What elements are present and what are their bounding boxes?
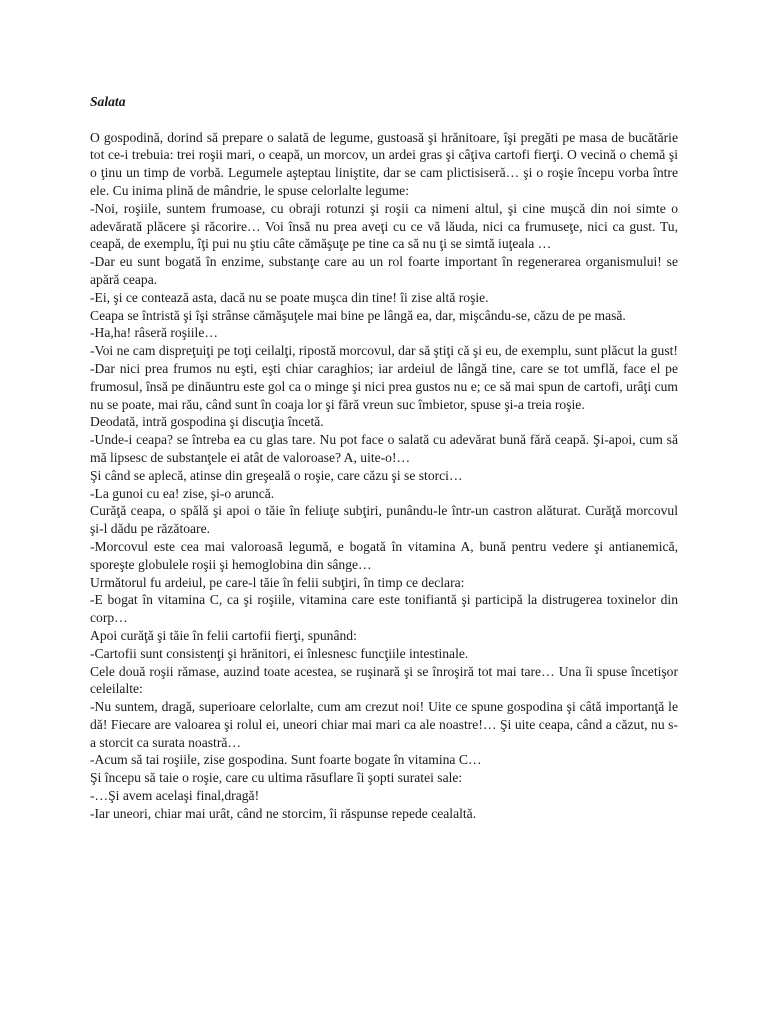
document-title: Salata <box>90 94 126 109</box>
paragraph: -E bogat în vitamina C, ca şi roşiile, vitamina care este tonifiantă şi participă la distrugerea toxinelor din corp… <box>90 592 678 626</box>
paragraph: Curăţă ceapa, o spălă şi apoi o tăie în feliuţe subţiri, punându-le într-un castron alăturat. Curăţă morcovul şi-l dădu pe răzătoare. <box>90 503 678 537</box>
paragraph: -Morcovul este cea mai valoroasă legumă, e bogată în vitamina A, bună pentru vedere şi antianemică, sporeşte globulele roşii şi hemoglobina din sânge… <box>90 538 678 572</box>
document-page <box>90 93 678 823</box>
paragraph: -Acum să tai roşiile, zise gospodina. Sunt foarte bogate în vitamina C… <box>90 752 482 768</box>
paragraph: -Voi ne cam dispreţuiţi pe toţi ceilalţi, ripostă morcovul, dar să ştiţi că şi eu, de exemplu, sunt plăcut la gust! <box>90 343 678 359</box>
paragraph: -La gunoi cu ea! zise, şi-o aruncă. <box>90 485 275 501</box>
paragraph: -Dar nici prea frumos nu eşti, eşti chiar caraghios; iar ardeiul de lângă tine, care se tot umflă, face el pe frumosul, însă pe dinăuntru este gol ca o minge şi nici prea gustos nu e; ce să mai spun de cartofi, urâţi cum nu se poate, mai rău, când sunt în coaja lor şi fără vreun suc îmbietor, spuse şi-a treia roşie. <box>90 360 678 412</box>
paragraph: Şi începu să taie o roşie, care cu ultima răsuflare îi şopti suratei sale: <box>90 770 463 786</box>
paragraph: Deodată, intră gospodina şi discuţia încetă. <box>90 414 324 430</box>
paragraph: Cele două roşii rămase, auzind toate acestea, se ruşinară şi se înroşiră tot mai tare… Una îi spuse încetişor celeilalte: <box>90 663 678 697</box>
paragraph: -Unde-i ceapa? se întreba ea cu glas tare. Nu pot face o salată cu adevărat bună fără ceapă. Şi-apoi, cum să mă lipsesc de substanţele ei atât de valoroase? A, uite-o!… <box>90 432 678 465</box>
paragraph: -Iar uneori, chiar mai urât, când ne storcim, îi răspunse repede cealaltă. <box>90 805 477 821</box>
paragraph: Şi când se aplecă, atinse din greşeală o roşie, care căzu şi se storci… <box>90 467 463 483</box>
paragraph: -Cartofii sunt consistenţi şi hrănitori, ei înlesnesc funcţiile intestinale. <box>90 645 469 661</box>
paragraph: Ceapa se întristă şi îşi strânse cămăşuţele mai bine pe lângă ea, dar, mişcându-se, căzu de pe masă. <box>90 307 626 323</box>
paragraph: Apoi curăţă şi tăie în felii cartofii fierţi, spunând: <box>90 627 357 643</box>
paragraph: -Dar eu sunt bogată în enzime, substanţe care au un rol foarte important în regenerarea organismului! se apără ceapa. <box>90 254 678 287</box>
paragraph: Următorul fu ardeiul, pe care-l tăie în felii subţiri, în timp ce declara: <box>90 574 465 590</box>
document-body <box>90 129 678 823</box>
paragraph: -Noi, roşiile, suntem frumoase, cu obraji rotunzi şi roşii ca nimeni altul, şi cine muşcă din noi simte o adevărată plăcere şi răcorire… Voi însă nu prea aveţi cu ce vă lăuda, nici ca frumuseţe, nici ca gust. Tu, ceapă, de exemplu, îţi pui nu ştiu câte cămăşuţe pe tine ca să nu ţi se simtă iuţeala … <box>90 200 678 252</box>
paragraph: -…Şi avem acelaşi final,dragă! <box>90 788 260 804</box>
paragraph: O gospodină, dorind să prepare o salată de legume, gustoasă şi hrănitoare, îşi pregăti pe masa de bucătărie tot ce-i trebuia: trei roşii mari, o ceapă, un morcov, un ardei gras şi câţiva cartofi fierţi. O vecină o chemă şi o ţinu un timp de vorbă. Legumele aşteptau liniştite, dar se cam plictisiseră… şi o roşie începu vorba între ele. Cu inima plină de mândrie, le spuse celorlalte legume: <box>90 129 678 198</box>
paragraph: -Ei, şi ce contează asta, dacă nu se poate muşca din tine! îi zise altă roşie. <box>90 289 489 305</box>
paragraph: -Ha,ha! râseră roşiile… <box>90 325 218 341</box>
paragraph: -Nu suntem, dragă, superioare celorlalte, cum am crezut noi! Uite ce spune gospodina şi câtă importanţă le dă! Fiecare are valoarea şi rolul ei, uneori chiar mai mari ca ale noastre!… Şi uite ceapa, când a căzut, nu s-a storcit ca surata noastră… <box>90 699 678 750</box>
